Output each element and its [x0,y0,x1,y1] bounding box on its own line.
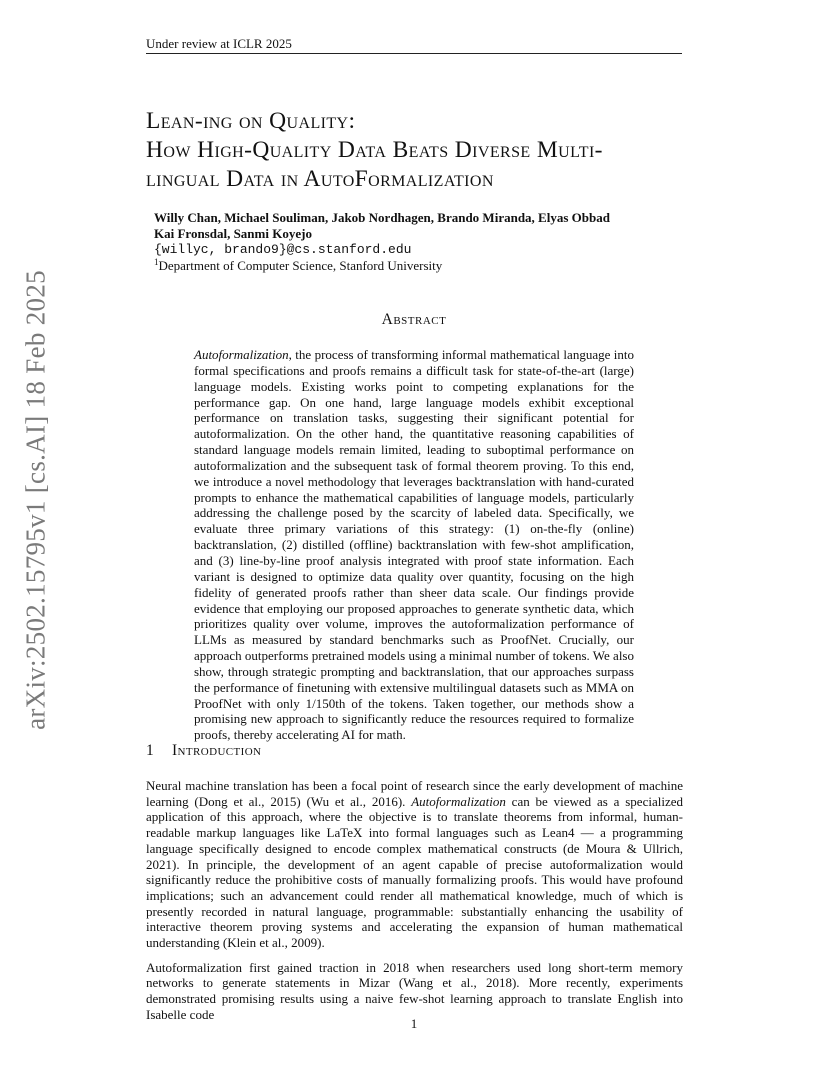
intro-p1-rest: can be viewed as a specialized application of this approach, where the objective is to translate theorems from informal, human-readable markup languages like LaTeX into formal languages such as Lean4 — a programming language specifically designed to encode complex mathematical constructs (de Moura & Ullrich, 2021). In principle, the development of an agent capable of precise autoformalization would significantly reduce the prohibitive costs of manually formalizing proofs. This would have profound implications; such an advancement could render all mathematical knowledge, much of which is presently recorded in natural language, programmable: substantially enhancing the usability of interactive theorem proving systems and accelerating the expansion of human mathematical understanding (Klein et al., 2009). [146,793,683,951]
page-number: 1 [410,1016,418,1031]
author-email: {willyc, brando9}@cs.stanford.edu [154,242,412,257]
title-line-3: lingual Data in AutoFormalization [146,166,494,192]
title-line-2: How High-Quality Data Beats Diverse Multi- [146,137,603,163]
abstract-lead-term: Autoformalization [194,347,289,362]
intro-paragraph-1 [146,778,683,951]
intro-paragraph-2: Autoformalization first gained traction in 2018 when researchers used long short-term memory networks to generate statements in Mizar (Wang et al., 2018). More recently, experiments demonstrated promising results using a naive few-shot learning approach to translate English into Isabelle code [146,959,683,1022]
title-line-1: Lean-ing on Quality: [146,108,356,134]
abstract-heading: Abstract [381,311,447,328]
running-head: Under review at ICLR 2025 [146,36,292,51]
header-rule [146,53,682,54]
abstract-text: , the process of transforming informal mathematical language into formal specifications and proofs remains a difficult task for state-of-the-art (large) language models. Existing works point to competing explanations for the performance gap. On one hand, large language models exhibit exceptional performance on translation tasks, suggesting their significant potential for autoformalization. On the other hand, the quantitative reasoning capabilities of standard language models remain limited, leading to suboptimal performance on autoformalization and the subsequent task of formal theorem proving. To this end, we introduce a novel methodology that leverages backtranslation with hand-curated prompts to enhance the mathematical capabilities of language models, particularly addressing the challenge posed by the scarcity of labeled data. Specifically, we evaluate three primary variations of this strategy: (1) on-the-fly (online) backtranslation, (2) distilled (offline) backtranslation with few-shot amplification, and (3) line-by-line proof analysis integrated with proof state information. Each variant is designed to optimize data quality over quantity, focusing on the high fidelity of generated proofs rather than sheer data scale. Our findings provide evidence that employing our proposed approaches to generate synthetic data, which prioritizes quality over volume, improves the autoformalization performance of LLMs as measured by standard benchmarks such as ProofNet. Crucially, our approach outperforms pretrained models using a minimal number of tokens. We also show, through strategic prompting and backtranslation, that our approaches surpass the performance of finetuning with extensive multilingual datasets such as MMA on ProofNet with only 1/150th of the tokens. Taken together, our methods show a promising new approach to significantly reduce the resources required to formalize proofs, thereby accelerating AI for math. [194,347,634,743]
author-block [154,210,694,274]
introduction-body [146,778,683,1032]
intro-p1-emphasis: Autoformalization [411,793,506,809]
intro-p1-start: Neural machine translation has been a focal point of research since the early development of machine learning (Dong et al., 2015) (Wu et al., 2016). [146,778,683,809]
abstract-body [194,347,634,743]
affiliation [154,258,694,274]
affiliation-text: Department of Computer Science, Stanford University [158,258,443,273]
section-number: 1 [146,742,155,759]
arxiv-identifier: arXiv:2502.15795v1 [cs.AI] 18 Feb 2025 [20,270,51,730]
author-names-line-1: Willy Chan, Michael Souliman, Jakob Nordhagen, Brando Miranda, Elyas Obbad [154,210,610,225]
section-title: Introduction [172,742,262,759]
affiliation-mark: 1 [154,257,159,267]
paper-title [146,107,706,194]
author-names-line-2: Kai Fronsdal, Sanmi Koyejo [154,226,312,241]
section-heading [146,742,682,760]
